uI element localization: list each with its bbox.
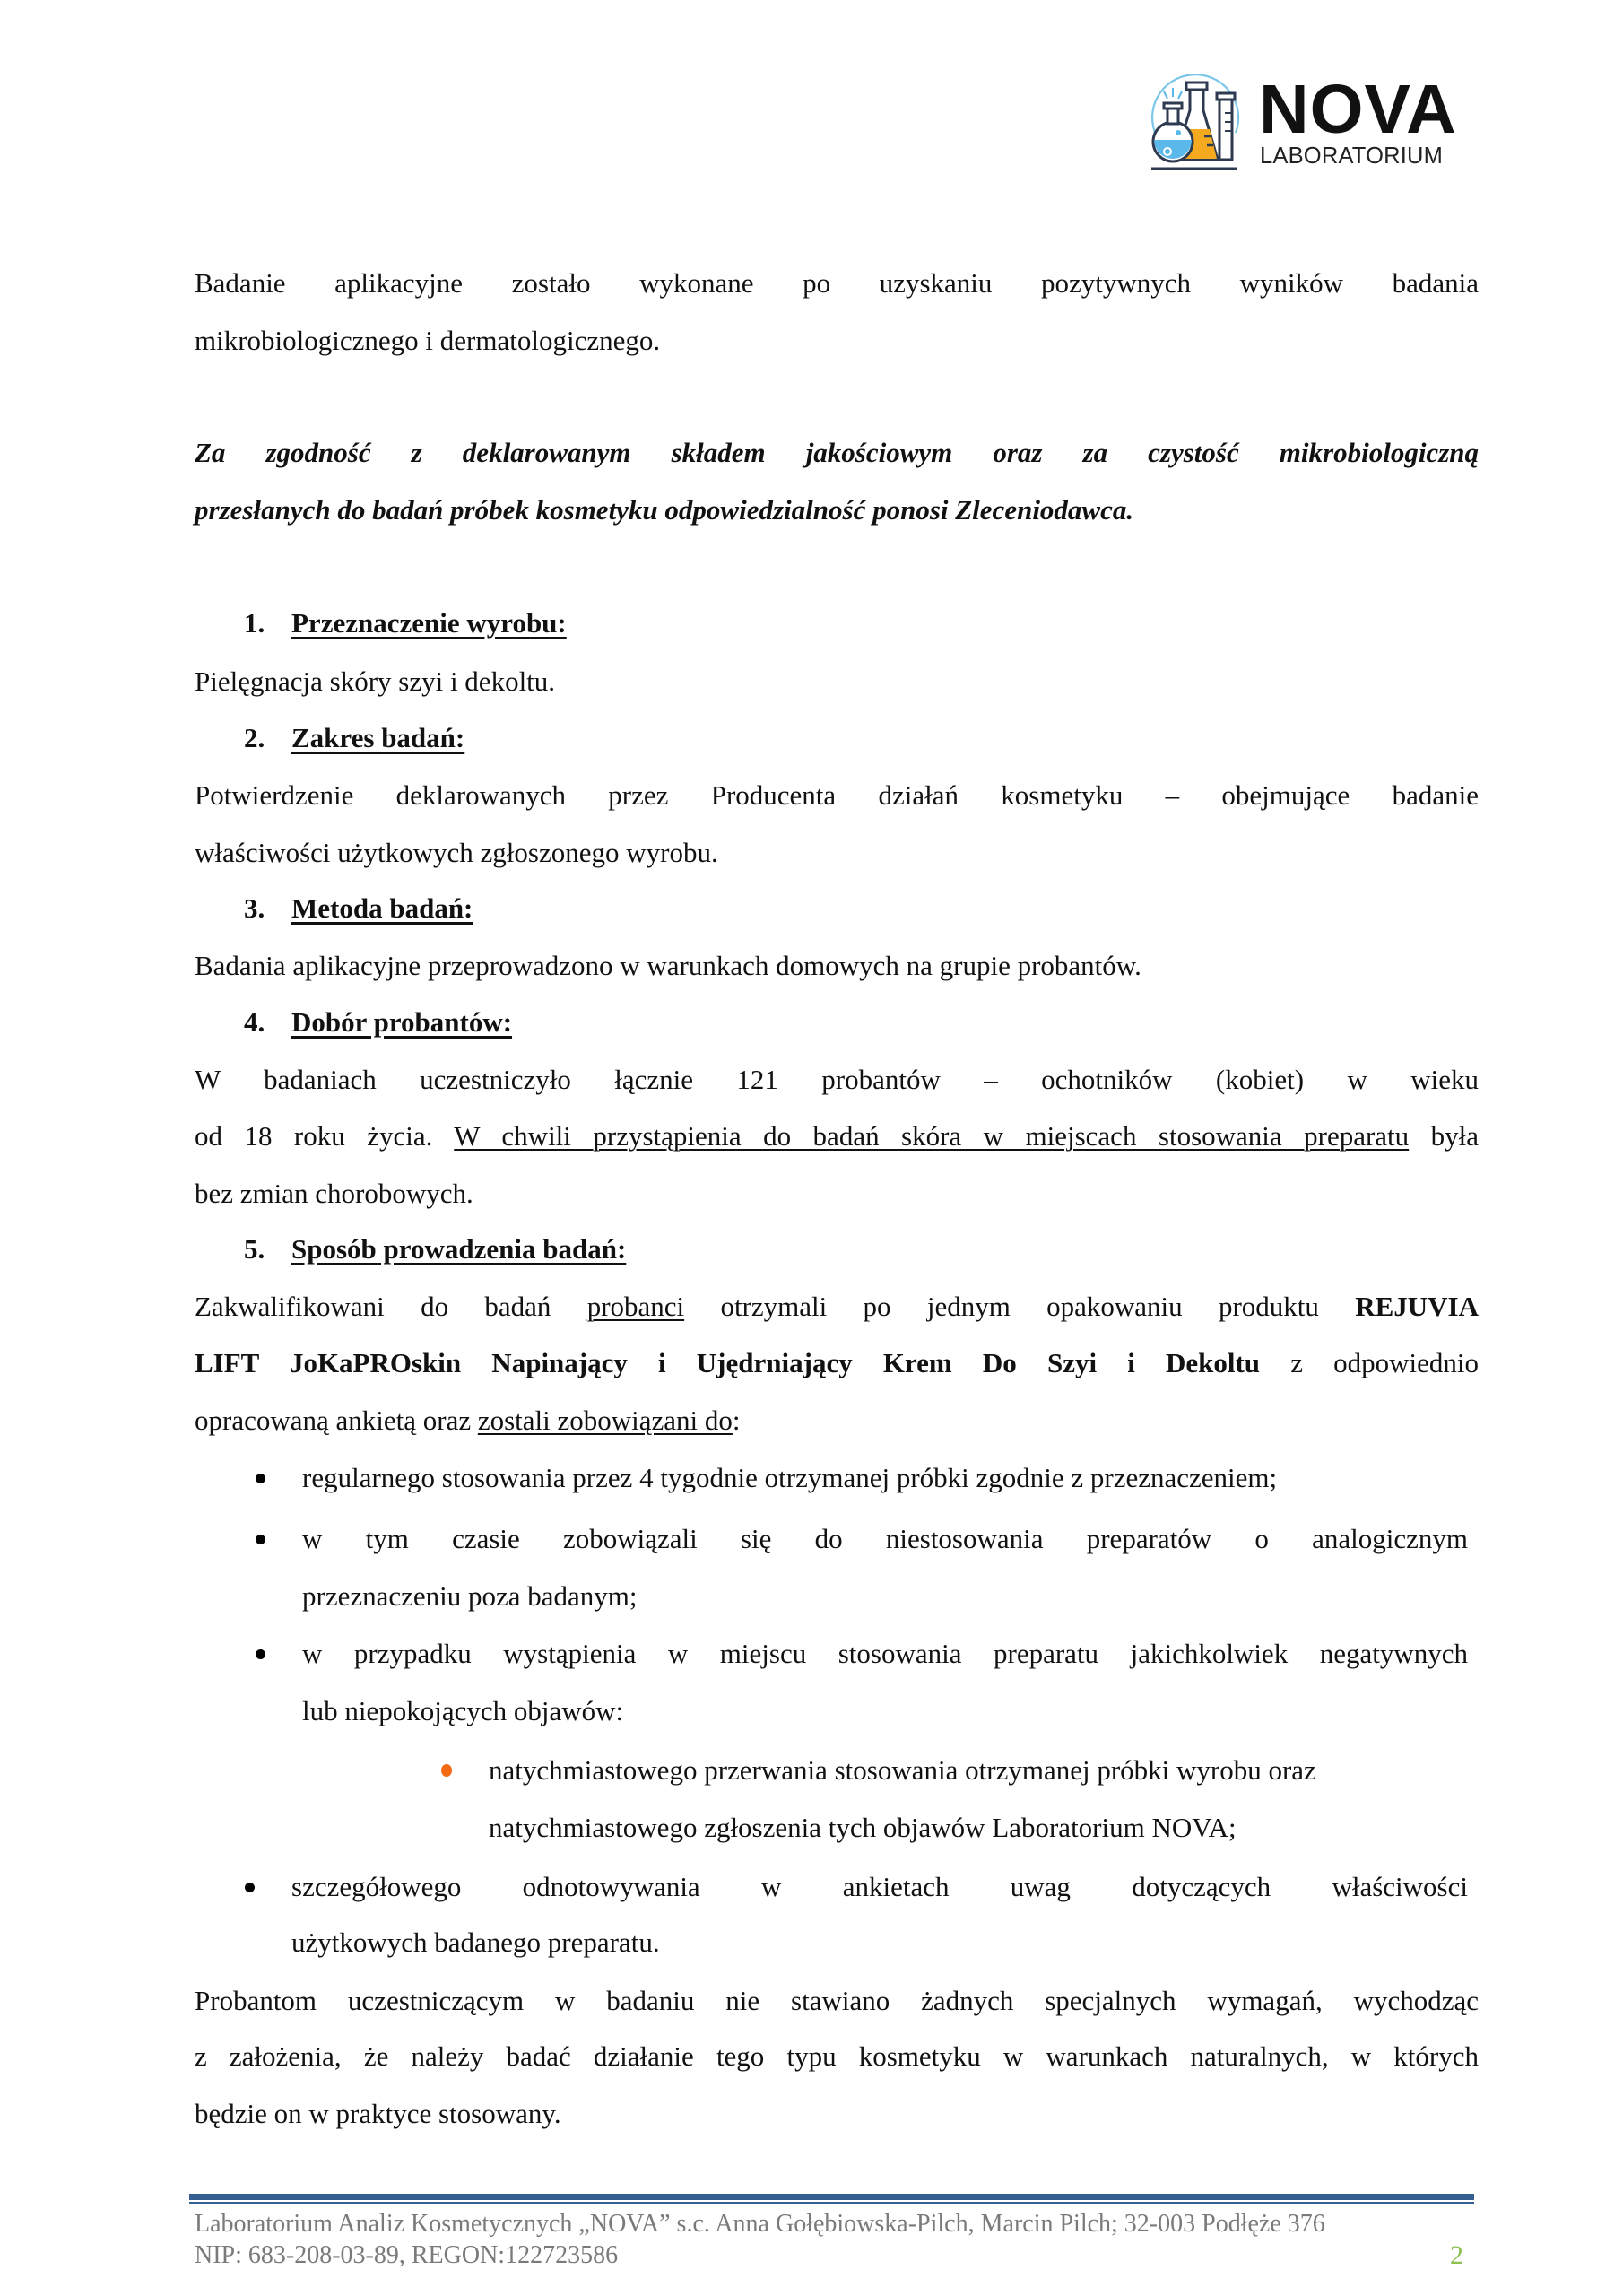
closing-line-3: będzie on w praktyce stosowany. bbox=[195, 2098, 561, 2129]
closing-line-2: z założenia, że należy badać działanie tego typu kosmetyku w warunkach naturalnych, w których bbox=[195, 2040, 1479, 2072]
section-number: 5. bbox=[244, 1233, 265, 1265]
logo-brand-text: NOVA bbox=[1259, 71, 1457, 148]
intro-line-1: Badanie aplikacyjne zostało wykonane po uzyskaniu pozytywnych wyników badania bbox=[195, 267, 1479, 299]
section-title: Sposób prowadzenia badań: bbox=[291, 1233, 627, 1265]
text-run: od 18 roku życia. bbox=[195, 1120, 455, 1152]
section-4-body-line-1: W badaniach uczestniczyło łącznie 121 probantów – ochotników (kobiet) w wieku bbox=[195, 1064, 1479, 1095]
disclaimer-line-1: Za zgodność z deklarowanym składem jakościowym oraz za czystość mikrobiologiczną bbox=[195, 437, 1479, 468]
section-title: Zakres badań: bbox=[291, 722, 465, 753]
section-5-body-line-2 bbox=[195, 1345, 1479, 1381]
section-title: Przeznaczenie wyrobu: bbox=[291, 607, 567, 639]
section-1-body: Pielęgnacja skóry szyi i dekoltu. bbox=[195, 665, 556, 697]
bullet-icon bbox=[256, 1474, 265, 1483]
text-run: była bbox=[1409, 1120, 1480, 1152]
obligation-3-line-1: w przypadku wystąpienia w miejscu stosowania preparatu jakichkolwiek negatywnych bbox=[302, 1638, 1468, 1669]
underlined-text-run: W chwili przystąpienia do badań skóra w miejscach stosowania preparatu bbox=[454, 1120, 1410, 1152]
obligation-3-sub-line-2: natychmiastowego zgłoszenia tych objawów Laboratorium NOVA; bbox=[489, 1812, 1237, 1843]
section-number: 4. bbox=[244, 1006, 265, 1038]
section-2-body-line-1: Potwierdzenie deklarowanych przez Producenta działań kosmetyku – obejmujące badanie bbox=[195, 779, 1479, 811]
bullet-icon bbox=[245, 1883, 255, 1892]
bullet-icon bbox=[256, 1649, 265, 1659]
obligation-3-sub-line-1: natychmiastowego przerwania stosowania otrzymanej próbki wyrobu oraz bbox=[489, 1754, 1316, 1786]
footer-rule-thick bbox=[189, 2194, 1474, 2200]
text-run: z odpowiednio bbox=[1260, 1347, 1480, 1378]
section-3-body: Badania aplikacyjne przeprowadzono w warunkach domowych na grupie probantów. bbox=[195, 950, 1141, 981]
nova-laboratorium-logo bbox=[1148, 70, 1471, 173]
section-5-body-line-3 bbox=[195, 1403, 1479, 1439]
text-run: otrzymali po jednym opakowaniu produktu bbox=[684, 1291, 1356, 1322]
orange-bullet-icon bbox=[441, 1764, 452, 1777]
logo-subtitle-text: LABORATORIUM bbox=[1260, 144, 1444, 169]
section-title: Dobór probantów: bbox=[291, 1006, 513, 1038]
closing-line-1: Probantom uczestniczącym w badaniu nie stawiano żadnych specjalnych wymagań, wychodząc bbox=[195, 1985, 1479, 2016]
text-run: Zakwalifikowani do badań bbox=[195, 1291, 587, 1322]
obligation-1-line-1: regularnego stosowania przez 4 tygodnie otrzymanej próbki zgodnie z przeznaczeniem; bbox=[302, 1462, 1278, 1493]
obligation-4-line-1: szczegółowego odnotowywania w ankietach uwag dotyczących właściwości bbox=[291, 1871, 1468, 1902]
lab-flasks-icon bbox=[1148, 70, 1243, 171]
underlined-text-run: probanci bbox=[586, 1291, 685, 1322]
page-number: 2 bbox=[1450, 2240, 1463, 2270]
section-2-body-line-2: właściwości użytkowych zgłoszonego wyrobu. bbox=[195, 837, 718, 868]
footer-rule-thin bbox=[189, 2202, 1474, 2204]
product-name-run: LIFT JoKaPROskin Napinający i Ujędrniający Krem Do Szyi i Dekoltu bbox=[195, 1347, 1261, 1378]
footer-company-line: Laboratorium Analiz Kosmetycznych „NOVA” s.c. Anna Gołębiowska-Pilch, Marcin Pilch; 32-003 Podłęże 376 bbox=[195, 2210, 1325, 2238]
bullet-icon bbox=[256, 1535, 265, 1544]
section-number: 1. bbox=[244, 607, 265, 639]
underlined-text-run: zostali zobowiązani do bbox=[477, 1405, 733, 1436]
section-4-body-line-2 bbox=[195, 1118, 1479, 1154]
section-5-body-line-1 bbox=[195, 1289, 1479, 1325]
section-number: 3. bbox=[244, 892, 265, 924]
intro-line-2: mikrobiologicznego i dermatologicznego. bbox=[195, 325, 661, 356]
section-4-body-line-3: bez zmian chorobowych. bbox=[195, 1178, 473, 1209]
obligation-2-line-1: w tym czasie zobowiązali się do niestosowania preparatów o analogicznym bbox=[302, 1523, 1468, 1554]
obligation-4-line-2: użytkowych badanego preparatu. bbox=[291, 1926, 660, 1958]
section-title: Metoda badań: bbox=[291, 892, 473, 924]
text-run: : bbox=[732, 1405, 741, 1436]
product-name-run: REJUVIA bbox=[1355, 1291, 1479, 1322]
obligation-2-line-2: przeznaczeniu poza badanym; bbox=[302, 1580, 638, 1612]
footer-ids-line: NIP: 683-208-03-89, REGON:122723586 bbox=[195, 2241, 619, 2269]
disclaimer-line-2: przesłanych do badań próbek kosmetyku odpowiedzialność ponosi Zleceniodawca. bbox=[195, 494, 1134, 526]
obligation-3-line-2: lub niepokojących objawów: bbox=[302, 1695, 624, 1726]
section-number: 2. bbox=[244, 722, 265, 753]
text-run: opracowaną ankietą oraz bbox=[195, 1405, 478, 1436]
